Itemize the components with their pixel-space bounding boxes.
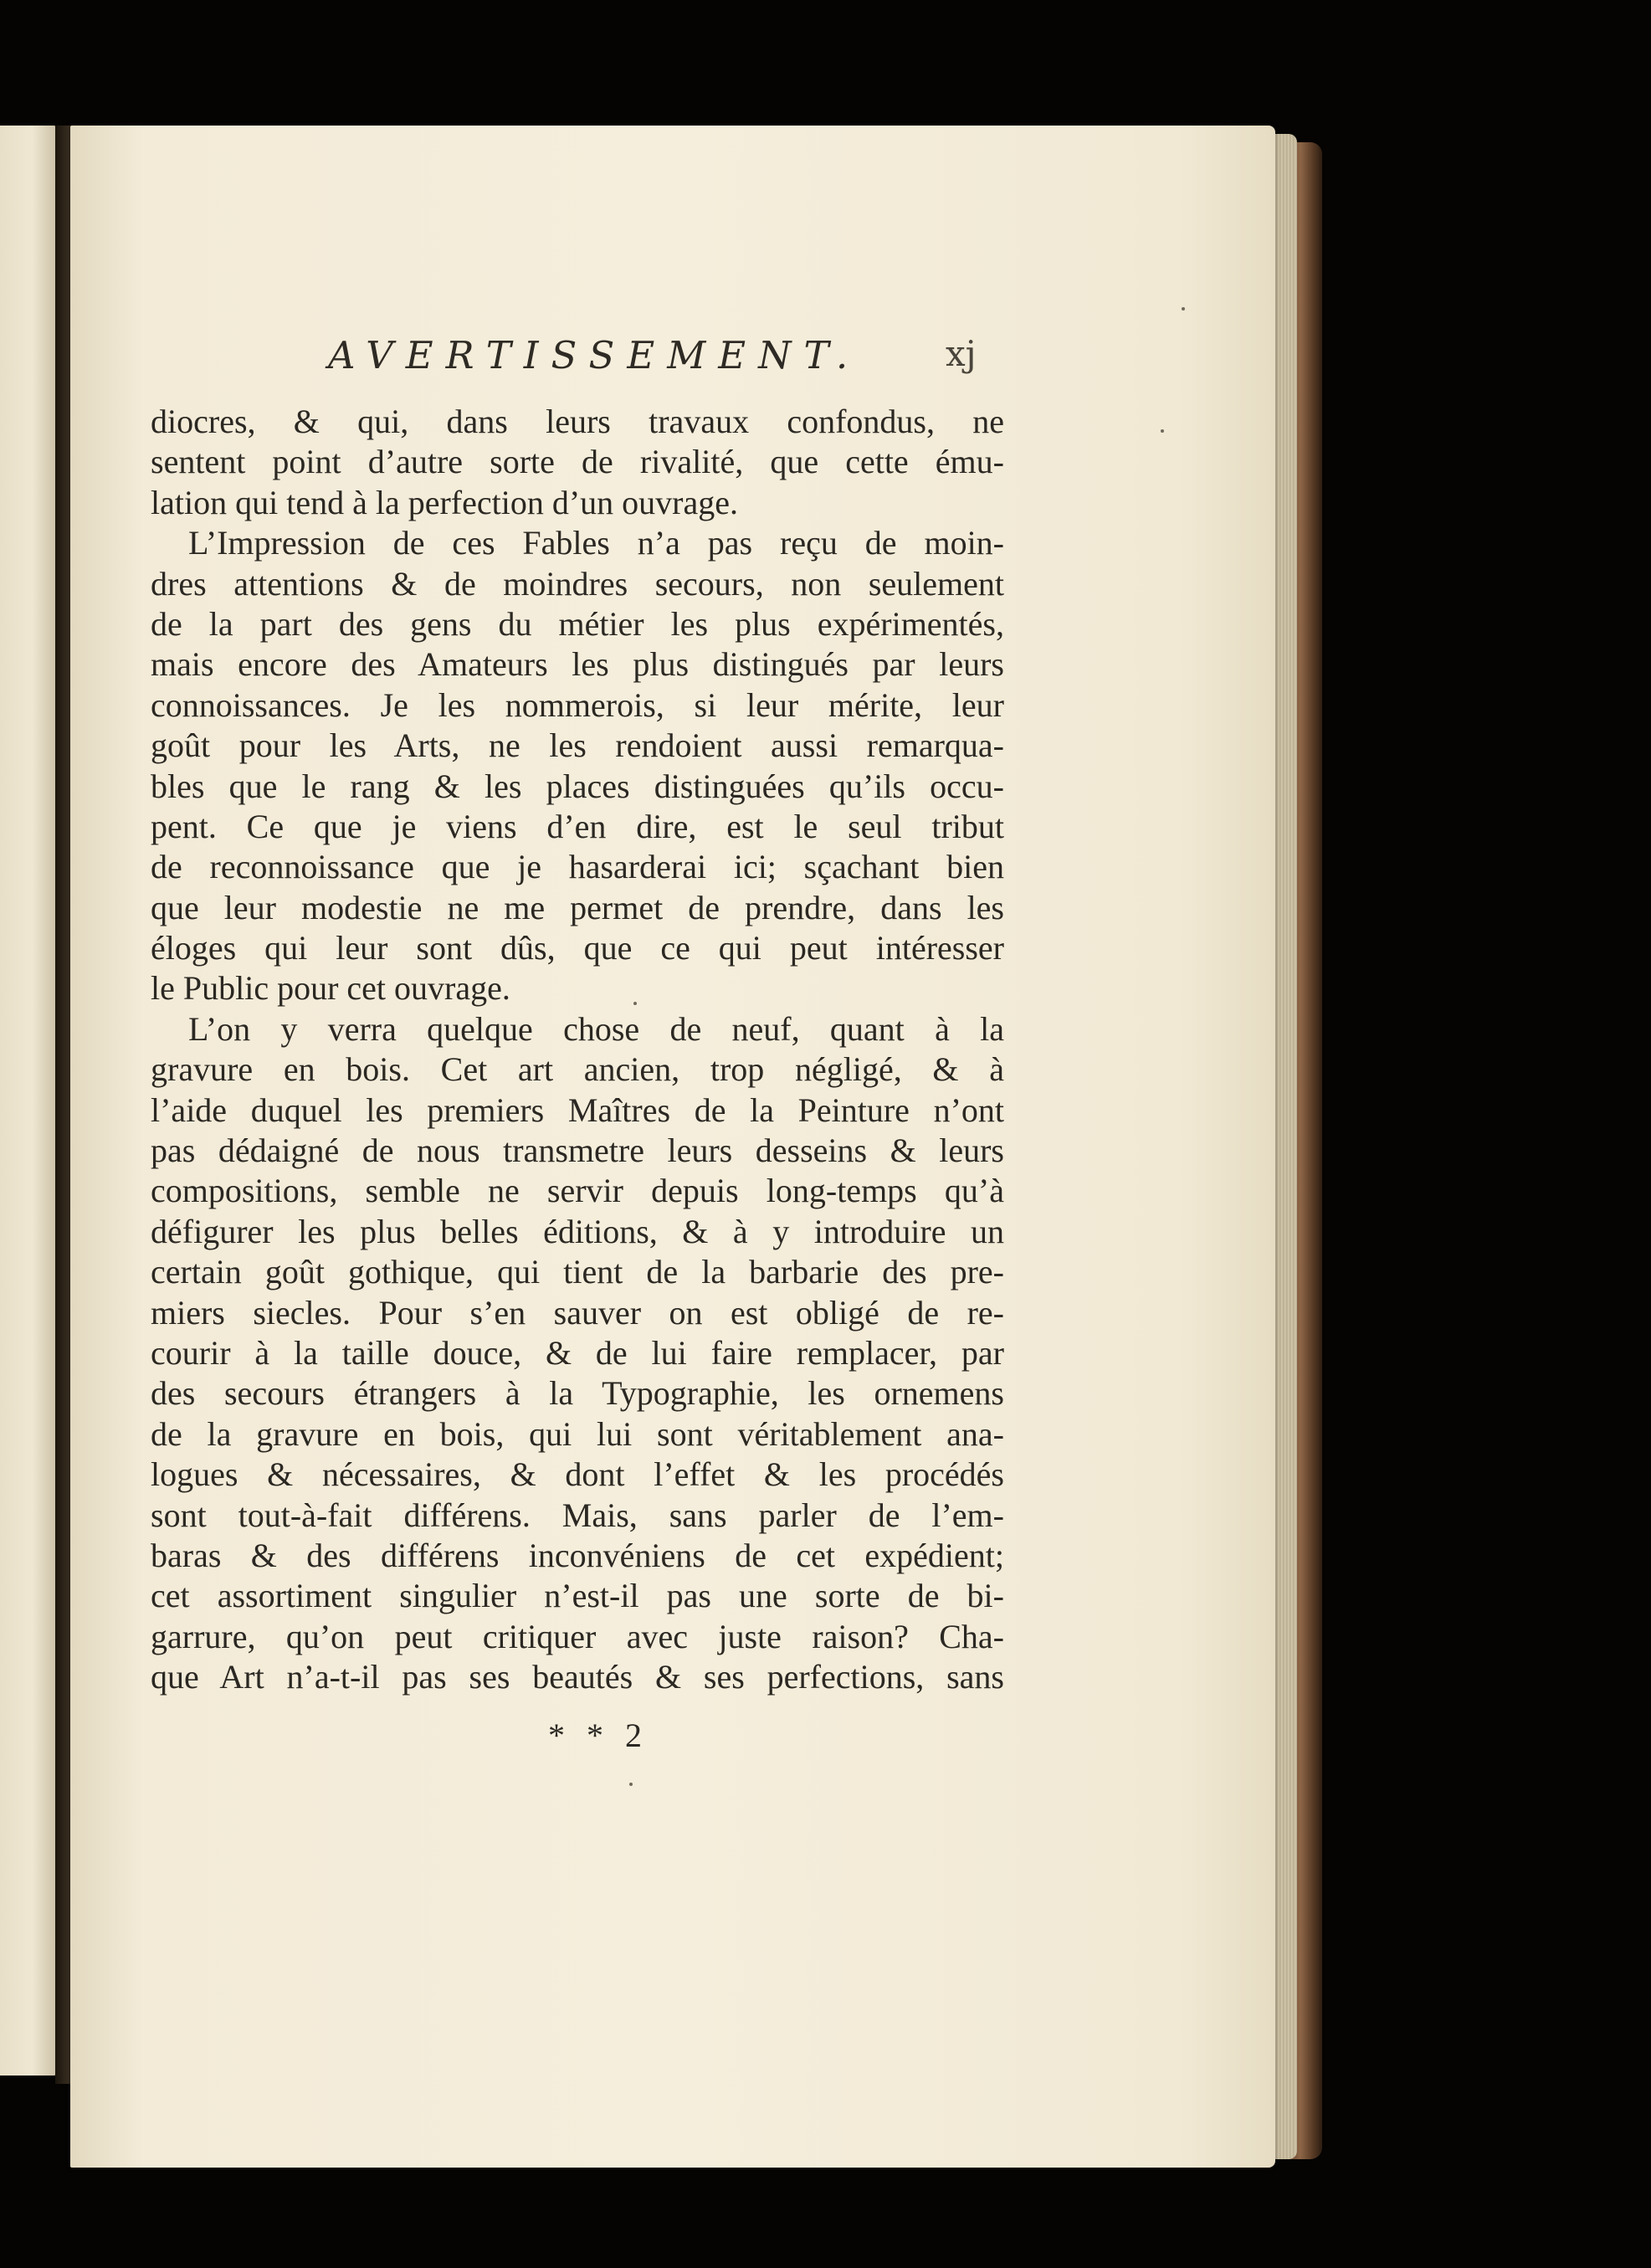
text-line: l’aide duquel les premiers Maîtres de la Peinture n’ont [151,1090,1004,1129]
paper-speck [1161,429,1164,433]
text-line: éloges qui leur sont dûs, que ce qui peut intéresser [151,929,1004,967]
text-line: de reconnoissance que je hasarderai ici; sçachant bien [151,848,1004,886]
text-line: miers siecles. Pour s’en sauver on est obligé de re- [151,1293,1004,1332]
left-page-edge [0,126,59,2076]
text-line: lation qui tend à la perfection d’un ouvrage. [151,483,738,521]
text-line: bles que le rang & les places distinguées qu’ils occu- [151,767,1004,805]
text-line: le Public pour cet ouvrage. [151,969,510,1008]
text-line: gravure en bois. Cet art ancien, trop négligé, & à [151,1050,1004,1089]
text-line: compositions, semble ne servir depuis long-temps qu’à [151,1172,1004,1210]
text-line: courir à la taille douce, & de lui faire remplacer, par [151,1333,1004,1372]
text-line: connoissances. Je les nommerois, si leur mérite, leur [151,685,1004,724]
text-line: que Art n’a-t-il pas ses beautés & ses perfections, sans [151,1658,1004,1696]
text-line: pent. Ce que je viens d’en dire, est le seul tribut [151,807,1004,845]
paper-speck [633,1002,637,1005]
text-line: certain goût gothique, qui tient de la barbarie des pre- [151,1253,1004,1291]
text-line: mais encore des Amateurs les plus distingués par leurs [151,645,1004,684]
text-line: baras & des différens inconvéniens de cet expédient; [151,1536,1004,1574]
page-edges [1272,134,1297,2159]
signature-mark: * * 2 [548,1716,649,1754]
text-line: logues & nécessaires, & dont l’effet & les procédés [151,1455,1004,1494]
text-line: diocres, & qui, dans leurs travaux confondus, ne [151,403,1004,440]
text-line: garrure, qu’on peut critiquer avec juste raison? Cha- [151,1617,1004,1655]
running-head: AVERTISSEMENT. [328,333,861,377]
page-number: xj [946,333,977,374]
paper-speck [1182,307,1185,310]
text-line: dres attentions & de moindres secours, non seulement [151,564,1004,603]
paper-speck [629,1783,633,1786]
text-line: de la gravure en bois, qui lui sont véritablement ana- [151,1414,1004,1453]
text-line: des secours étrangers à la Typographie, les ornemens [151,1374,1004,1413]
text-line: sentent point d’autre sorte de rivalité, que cette ému- [151,443,1004,481]
text-line: cet assortiment singulier n’est-il pas une sorte de bi- [151,1577,1004,1615]
text-line: L’Impression de ces Fables n’a pas reçu de moin- [188,524,1004,562]
text-line: goût pour les Arts, ne les rendoient aussi remarqua- [151,726,1004,765]
text-line: sont tout-à-fait différens. Mais, sans parler de l’em- [151,1496,1004,1534]
text-line: défigurer les plus belles éditions, & à y introduire un [151,1212,1004,1250]
text-line: de la part des gens du métier les plus expérimentés, [151,604,1004,643]
body-text [151,402,1004,1698]
text-line: que leur modestie ne me permet de prendre, dans les [151,888,1004,926]
text-line: pas dédaigné de nous transmetre leurs desseins & leurs [151,1131,1004,1170]
text-line: L’on y verra quelque chose de neuf, quant à la [188,1009,1004,1048]
